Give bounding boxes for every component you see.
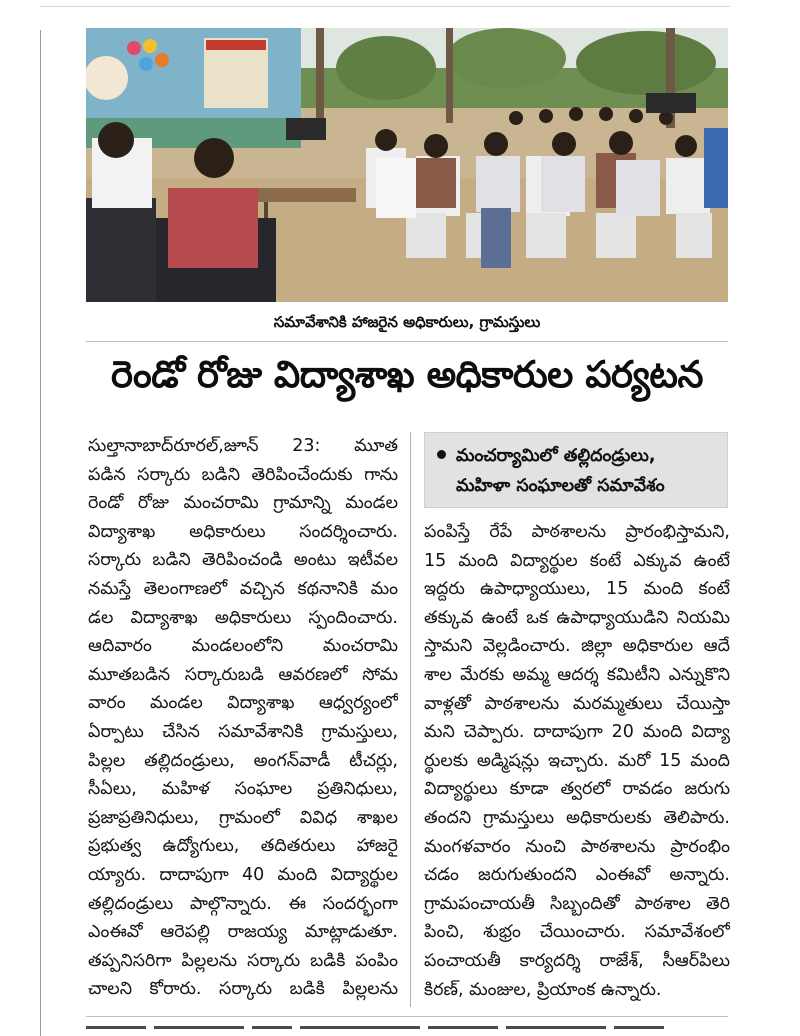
text-line: డల విద్యాశాఖ అధికారులు స్పందించారు. [88, 607, 398, 628]
highlight-line [437, 441, 717, 471]
caption-divider [86, 341, 728, 342]
text-line: నమస్తే తెలంగాణలో వచ్చిన కథనానికి మం [88, 578, 398, 599]
text-line: వాళ్లతో పాఠశాలను మరమ్మతులు చేయిస్తా [424, 693, 730, 714]
photo-image [86, 28, 728, 302]
text-line: పించి, శుభ్రం చేయించారు. సమావేశంలో [424, 922, 730, 943]
text-line: పిల్లల తల్లిదండ్రులు, అంగన్‌వాడీ టీచర్లు, [88, 750, 398, 771]
text-line: స్తామని వెల్లడించారు. జిల్లా అధికారుల ఆదే [424, 636, 730, 657]
text-line: శాల మేరకు అమ్మ ఆదర్శ కమిటీని ఎన్నుకొని [424, 664, 730, 685]
cut-off-next-article [86, 1026, 728, 1036]
text-line: ఇద్దరు ఉపాధ్యాయులు, 15 మంది కంటే [424, 579, 730, 600]
text-line: విద్యాశాఖ అధికారులు సందర్శించారు. [88, 521, 398, 542]
text-line: సీఏలు, మహిళ సంఘాల ప్రతినిధులు, [88, 779, 398, 800]
text-line: మూతబడిన సర్కారుబడి ఆవరణలో సోమ [88, 664, 398, 685]
bullet-icon [437, 450, 446, 459]
text-line: చాలని కోరారు. సర్కారు బడికి పిల్లలను [88, 979, 398, 1000]
text-line: పంచాయతీ కార్యదర్శి రాజేశ్‌, సీఆర్‌పిలు [424, 950, 730, 971]
news-photo [86, 28, 728, 302]
text-line: వారం మండల విద్యాశాఖ ఆధ్వర్యంలో [88, 693, 398, 714]
text-line: ప్రభుత్వ ఉద్యోగులు, తదితరులు హాజరై [88, 836, 398, 857]
text-line: పంపిస్తే రేపే పాఠశాలను ప్రారంభిస్తామని, [424, 522, 730, 542]
highlight-text: మంచర్యామిలో తల్లిదండ్రులు, [456, 446, 656, 466]
text-line: సర్కారు బడిని తెరిపించండి అంటు ఇటీవల [88, 550, 398, 571]
text-line: తల్లిదండ్రులు పాల్గొన్నారు. ఈ సందర్భంగా [88, 893, 398, 914]
article-headline: రెండో రోజు విద్యాశాఖ అధికారుల పర్యటన [111, 353, 703, 396]
text-line: ర్థులకు అడ్మిషన్లు ఇచ్చారు. మరో 15 మంది [424, 750, 730, 771]
text-line: గ్రామపంచాయతీ సిబ్బందితో పాఠశాల తెరి [424, 893, 730, 914]
highlight-line: మహిళా సంఘాలతో సమావేశం [456, 476, 665, 496]
text-line: తప్పనిసరిగా పిల్లలను సర్కారు బడికి పంపిం [88, 950, 398, 971]
text-line: విద్యార్థులు కూడా త్వరలో రావడం జరుగు [424, 779, 730, 800]
top-margin-rule [40, 6, 730, 7]
text-line: ఆదివారం మండలంలోని మంచరామి [88, 636, 398, 657]
left-margin-rule [40, 30, 41, 1036]
text-line: ఎంఈవో ఆరెపల్లి రాజయ్య మాట్లాడుతూ. [88, 922, 398, 943]
text-line: ఏర్పాటు చేసిన సమావేశానికి గ్రామస్తులు, [88, 721, 398, 742]
text-line: మంగళవారం నుంచి పాఠశాలను ప్రారంభిం [424, 836, 730, 857]
column-divider [410, 432, 411, 1007]
bottom-divider [86, 1016, 728, 1017]
text-line: య్యారు. దాదాపుగా 40 మంది విద్యార్థుల [88, 864, 398, 885]
article-left-column [88, 432, 398, 1004]
highlight-box [424, 432, 728, 508]
text-line: రెండో రోజు మంచరామి గ్రామాన్ని మండల [88, 493, 398, 514]
text-line: మని చెప్పారు. దాదాపుగా 20 మంది విద్యా [424, 722, 730, 743]
text-line: కిరణ్‌, మంజుల, ప్రియాంక ఉన్నారు. [424, 979, 662, 1000]
photo-caption: సమావేశానికి హాజరైన అధికారులు, గ్రామస్తులు [273, 313, 541, 331]
text-line: చడం జరుగుతుందని ఎంఈవో అన్నారు. [424, 865, 730, 886]
text-line: పడిన సర్కారు బడిని తెరిపించేందుకు గాను [88, 464, 398, 485]
text-line: తందని గ్రామస్తులు అధికారులకు తెలిపారు. [424, 807, 730, 828]
text-line: ప్రజాప్రతినిధులు, గ్రామంలో వివిధ శాఖల [88, 807, 398, 828]
text-line: సుల్తానాబాద్‌రూరల్‌,జూన్‌ 23: మూత [88, 436, 398, 456]
text-line: తక్కువ ఉంటే ఒక ఉపాధ్యాయుడిని నియమి [424, 607, 730, 628]
article-right-column [424, 432, 730, 1004]
text-line: 15 మంది విద్యార్థుల కంటే ఎక్కువ ఉంటే [424, 550, 730, 571]
